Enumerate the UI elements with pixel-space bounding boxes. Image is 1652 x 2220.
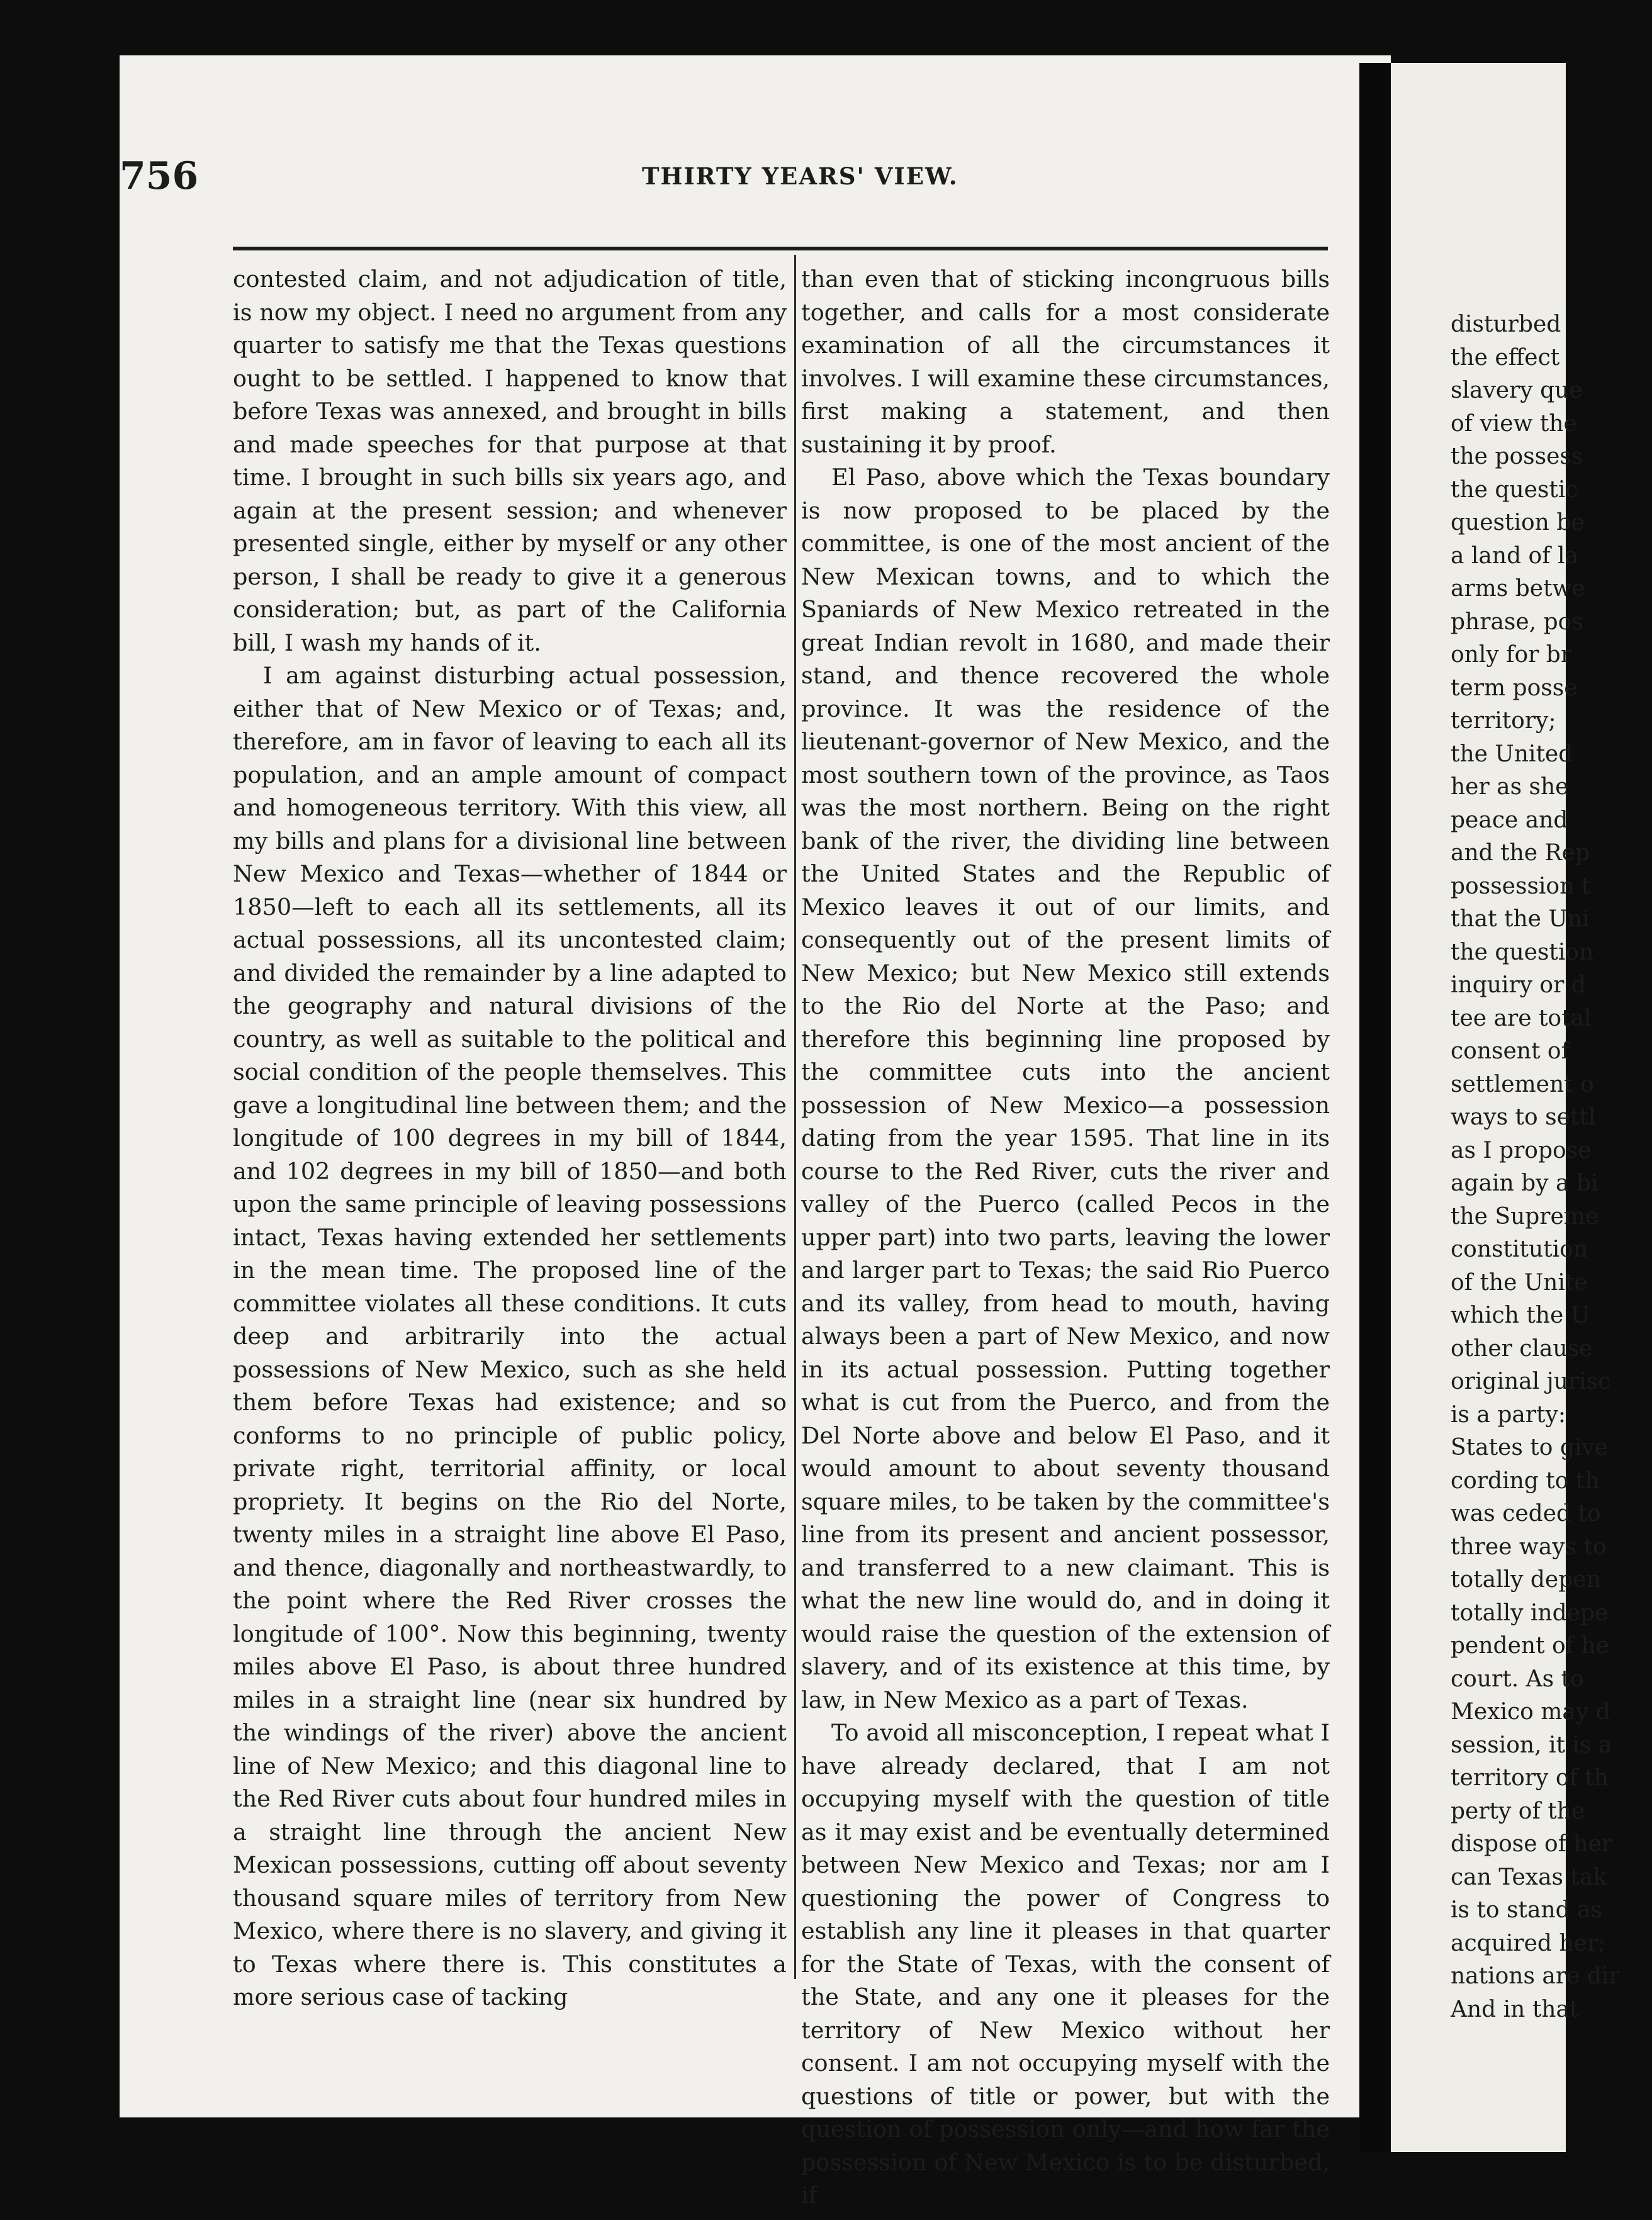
facing-page-line: the United	[1451, 741, 1573, 767]
right-column	[801, 263, 1330, 2209]
header-rule	[233, 247, 1328, 250]
facing-page-line: States to give	[1451, 1435, 1609, 1460]
page-number: 756	[120, 154, 199, 198]
facing-page-line: of the Unite	[1451, 1269, 1588, 1296]
facing-page-line: session, it is a	[1451, 1732, 1612, 1758]
facing-page-line: again by a bi	[1451, 1170, 1599, 1196]
facing-page-line: And in that	[1451, 1996, 1579, 2022]
facing-page-line: as I propose	[1451, 1137, 1592, 1163]
facing-page-line: Mexico may d	[1451, 1699, 1610, 1725]
facing-page-line: arms betwe	[1451, 576, 1585, 602]
facing-page-line: can Texas tak	[1451, 1864, 1607, 1890]
facing-page-line: the effect	[1451, 344, 1560, 371]
facing-page-line: territory of th	[1451, 1765, 1609, 1791]
facing-page	[1391, 63, 1620, 2152]
facing-page-line: totally depen	[1451, 1567, 1601, 1593]
facing-page-line: cording to th	[1451, 1467, 1600, 1494]
paragraph: than even that of sticking incongruous bills together, and calls for a most considerate examination of all the circumstances it involves. I will examine these circumstances, first making a statement, and then sustaining it by proof.	[801, 266, 1330, 458]
facing-page-line: is a party:	[1451, 1401, 1566, 1428]
facing-page-line: possession t	[1451, 873, 1591, 899]
facing-page-line: the questic	[1451, 476, 1578, 503]
facing-page-line: phrase, pos	[1451, 608, 1583, 635]
facing-page-line: term posse	[1451, 675, 1578, 701]
facing-page-line: court. As to	[1451, 1666, 1584, 1692]
facing-page-line: ways to settl	[1451, 1104, 1596, 1130]
facing-page-line: tee are total	[1451, 1005, 1592, 1031]
left-column	[233, 263, 787, 2010]
facing-page-line: settlement o	[1451, 1071, 1594, 1097]
facing-page-line: consent of	[1451, 1038, 1570, 1064]
facing-page-line: question be	[1451, 510, 1585, 535]
facing-page-line: other clause	[1451, 1335, 1593, 1362]
facing-page-line: of view the	[1451, 410, 1577, 437]
facing-page-line: dispose of her	[1451, 1831, 1613, 1857]
facing-page-line: and the Rep	[1451, 840, 1590, 866]
facing-page-line: the question	[1451, 939, 1594, 965]
facing-page-line: pendent of he	[1451, 1633, 1609, 1659]
facing-page-column	[1451, 308, 1652, 2026]
facing-page-line: her as she	[1451, 774, 1569, 800]
facing-page-line: is to stand as	[1451, 1897, 1603, 1923]
facing-page-line: disturbed	[1451, 311, 1561, 337]
facing-page-line: a land of la	[1451, 542, 1578, 569]
running-head: THIRTY YEARS' VIEW.	[642, 162, 958, 190]
facing-page-line: the possess	[1451, 444, 1583, 469]
facing-page-line: only for br	[1451, 642, 1572, 668]
facing-page-line: the Supreme	[1451, 1203, 1599, 1230]
facing-page-line: which the U	[1451, 1303, 1590, 1328]
facing-page-line: territory;	[1451, 708, 1556, 734]
paragraph: contested claim, and not adjudication of title, is now my object. I need no argument from any quarter to satisfy me that the Texas questions ought to be settled. I happened to know that before Texas was annexed, and brought in bills and made speeches for that purpose at that time. I brought in such bills six years ago, and again at the present session; and whenever presented single, either by myself or any other person, I shall be ready to give it a generous consideration; but, as part of the California bill, I wash my hands of it.	[233, 266, 787, 656]
paragraph: El Paso, above which the Texas boundary is now proposed to be placed by the committee, is one of the most ancient of the New Mexican towns, and to which the Spaniards of New Mexico retreated in the great Indian revolt in 1680, and made their stand, and thence recovered the whole province. It was the residence of the lieutenant-governor of New Mexico, and the most southern town of the province, as Taos was the most northern. Being on the right bank of the river, the dividing line between the United States and the Republic of Mexico leaves it out of our limits, and consequently out of the present limits of New Mexico; but New Mexico still extends to the Rio del Norte at the Paso; and therefore this beginning line proposed by the committee cuts into the ancient possession of New Mexico—a possession dating from the year 1595. That line in its course to the Red River, cuts the river and valley of the Puerco (called Pecos in the upper part) into two parts, leaving the lower and larger part to Texas; the said Rio Puerco and its valley, from head to mouth, having always been a part of New Mexico, and now in its actual possession. Putting together what is cut from the Puerco, and from the Del Norte above and below El Paso, and it would amount to about seventy thousand square miles, to be taken by the committee's line from its present and ancient possessor, and transferred to a new claimant. This is what the new line would do, and in doing it would raise the question of the extension of slavery, and of its existence at this time, by law, in New Mexico as a part of Texas.	[801, 464, 1330, 1713]
column-divider	[794, 255, 796, 1979]
facing-page-line: inquiry or d	[1451, 972, 1586, 998]
facing-page-line: was ceded to	[1451, 1501, 1601, 1527]
paragraph: I am against disturbing actual possession, either that of New Mexico or of Texas; and, therefore, am in favor of leaving to each all its population, and an ample amount of compact and homogeneous territory. With this view, all my bills and plans for a divisional line between New Mexico and Texas—whether of 1844 or 1850—left to each all its settlements, all its actual possessions, all its uncontested claim; and divided the remainder by a line adapted to the geography and natural divisions of the country, as well as suitable to the political and social condition of the people themselves. This gave a longitudinal line between them; and the longitude of 100 degrees in my bill of 1844, and 102 degrees in my bill of 1850—and both upon the same principle of leaving possessions intact, Texas having extended her settlements in the mean time. The proposed line of the committee violates all these conditions. It cuts deep and arbitrarily into the actual possessions of New Mexico, such as she held them before Texas had existence; and so conforms to no principle of public policy, private right, territorial affinity, or local propriety. It begins on the Rio del Norte, twenty miles in a straight line above El Paso, and thence, diagonally and northeastwardly, to the point where the Red River crosses the longitude of 100°. Now this beginning, twenty miles above El Paso, is about three hundred miles in a straight line (near six hundred by the windings of the river) above the ancient line of New Mexico; and this diagonal line to the Red River cuts about four hundred miles in a straight line through the ancient New Mexican possessions, cutting off about seventy thousand square miles of territory from New Mexico, where there is no slavery, and giving it to Texas where there is. This constitutes a more serious case of tacking	[233, 662, 787, 2010]
facing-page-line: constitution	[1451, 1236, 1588, 1262]
book-gutter-shadow	[1359, 63, 1391, 2152]
facing-page-line: acquired her;	[1451, 1930, 1606, 1956]
facing-page-line: nations are dir	[1451, 1963, 1620, 1989]
facing-page-line: original jurisc	[1451, 1369, 1611, 1394]
paragraph: To avoid all misconception, I repeat what I have already declared, that I am not occupying myself with the question of title as it may exist and be eventually determined between New Mexico and Texas; nor am I questioning the power of Congress to establish any line it pleases in that quarter for the State of Texas, with the consent of the State, and any one it pleases for the territory of New Mexico without her consent. I am not occupying myself with the questions of title or power, but with the question of possession only—and how far the possession of New Mexico is to be disturbed, if	[801, 1719, 1330, 2209]
facing-page-line: perty of the	[1451, 1798, 1585, 1824]
facing-page-line: peace and	[1451, 807, 1568, 833]
facing-page-line: that the Uni	[1451, 906, 1590, 932]
facing-page-line: slavery que	[1451, 378, 1583, 403]
facing-page-line: totally indepe	[1451, 1600, 1609, 1626]
facing-page-line: three ways to	[1451, 1533, 1607, 1560]
